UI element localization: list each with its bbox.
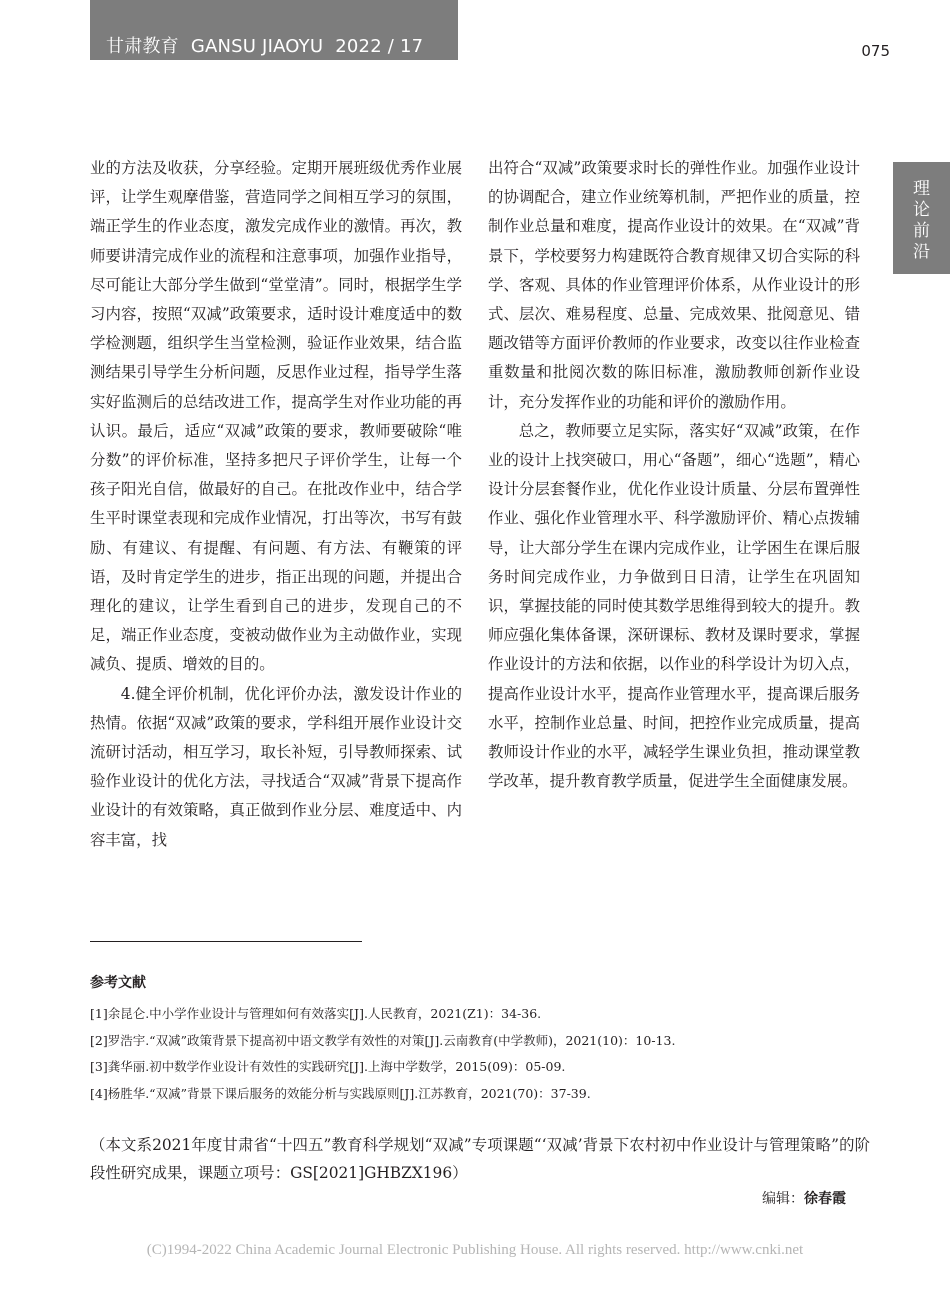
section-tab — [893, 162, 950, 274]
editor-credit — [762, 1188, 846, 1208]
body-paragraph: 业的方法及收获，分享经验。定期开展班级优秀作业展评，让学生观摩借鉴，营造同学之间相互学习的氛围，端正学生的作业态度，激发完成作业的激情。再次，教师要讲清完成作业的流程和注意事项，加强作业指导，尽可能让大部分学生做到“堂堂清”。同时，根据学生学习内容，按照“双减”政策要求，适时设计难度适中的数学检测题，组织学生当堂检测，验证作业效果，结合监测结果引导学生分析问题，反思作业过程，指导学生落实好监测后的总结改进工作，提高学生对作业功能的再认识。最后，适应“双减”政策的要求，教师要破除“唯分数”的评价标准，坚持多把尺子评价学生，让每一个孩子阳光自信，做最好的自己。在批改作业中，结合学生平时课堂表现和完成作业情况，打出等次，书写有鼓励、有建议、有提醒、有问题、有方法、有鞭策的评语，及时肯定学生的进步，指正出现的问题，并提出合理化的建议，让学生看到自己的进步，发现自己的不足，端正作业态度，变被动做作业为主动做作业，实现减负、提质、增效的目的。 — [90, 159, 462, 674]
journal-name-en: GANSU JIAOYU — [190, 36, 324, 57]
reference-item: [1]余昆仑.中小学作业设计与管理如何有效落实[J].人民教育，2021(Z1)：34-36. — [90, 1006, 542, 1021]
copyright-watermark: (C)1994-2022 China Academic Journal Electronic Publishing House. All rights reserved. http://www.cnki.net — [146, 1242, 804, 1258]
page-number: 075 — [861, 42, 890, 60]
reference-item: [4]杨胜华.“双减”背景下课后服务的效能分析与实践原则[J].江苏教育，2021(70)：37-39. — [90, 1085, 591, 1101]
right-column — [488, 154, 860, 796]
body-paragraph: 4.健全评价机制，优化评价办法，激发设计作业的热情。依据“双减”政策的要求，学科组开展作业设计交流研讨活动，相互学习，取长补短，引导教师探索、试验作业设计的优化方法，寻找适合“双减”背景下提高作业设计的有效策略，真正做到作业分层、难度适中、内容丰富，找 — [90, 684, 462, 849]
issue-number: 2022 / 17 — [335, 36, 424, 57]
editor-name: 徐春霞 — [804, 1191, 846, 1207]
section-tab-label: 理论前沿 — [912, 179, 930, 262]
left-column — [90, 154, 462, 855]
footnote-divider — [90, 941, 362, 942]
references-list — [90, 1001, 870, 1107]
references-title: 参考文献 — [90, 975, 146, 991]
journal-header — [106, 32, 435, 58]
header-bar — [90, 0, 458, 60]
editor-label: 编辑： — [762, 1191, 804, 1207]
funding-note: （本文系2021年度甘肃省“十四五”教育科学规划“双减”专项课题“‘双减’背景下农村初中作业设计与管理策略”的阶段性研究成果，课题立项号：GS[2021]GHBZX196） — [90, 1136, 870, 1182]
reference-item: [3]龚华丽.初中数学作业设计有效性的实践研究[J].上海中学数学，2015(09)：05-09. — [90, 1059, 566, 1074]
body-paragraph: 总之，教师要立足实际，落实好“双减”政策，在作业的设计上找突破口，用心“备题”，细心“选题”，精心设计分层套餐作业，优化作业设计质量、分层布置弹性作业、强化作业管理水平、科学激励评价、精心点拨辅导，让大部分学生在课内完成作业，让学困生在课后服务时间完成作业，力争做到日日清，让学生在巩固知识，掌握技能的同时使其数学思维得到较大的提升。教师应强化集体备课，深研课标、教材及课时要求，掌握作业设计的方法和依据，以作业的科学设计为切入点，提高作业设计水平，提高作业管理水平，提高课后服务水平，控制作业总量、时间，把控作业完成质量，提高教师设计作业的水平，减轻学生课业负担，推动课堂教学改革，提升教育教学质量，促进学生全面健康发展。 — [488, 421, 860, 791]
journal-name-cn: 甘肃教育 — [106, 36, 179, 57]
reference-item: [2]罗浩宇.“双减”政策背景下提高初中语文教学有效性的对策[J].云南教育(中学教师)，2021(10)：10-13. — [90, 1032, 676, 1048]
body-paragraph: 出符合“双减”政策要求时长的弹性作业。加强作业设计的协调配合，建立作业统筹机制，严把作业的质量，控制作业总量和难度，提高作业设计的效果。在“双减”背景下，学校要努力构建既符合教育规律又切合实际的科学、客观、具体的作业管理评价体系，从作业设计的形式、层次、难易程度、总量、完成效果、批阅意见、错题改错等方面评价教师的作业要求，改变以往作业检查重数量和批阅次数的陈旧标准，激励教师创新作业设计，充分发挥作业的功能和评价的激励作用。 — [488, 159, 860, 411]
